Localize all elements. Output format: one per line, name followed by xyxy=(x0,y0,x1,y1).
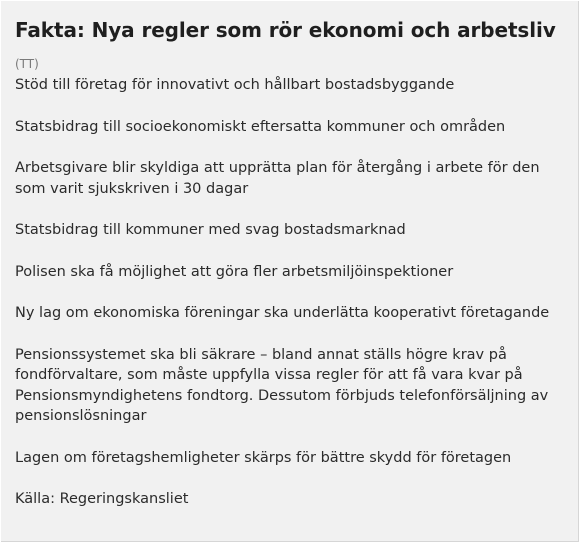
fact-item: Ny lag om ekonomiska föreningar ska underlätta kooperativt företagande xyxy=(15,305,550,321)
fact-item: Polisen ska få möjlighet att göra fler arbetsmiljöinspektioner xyxy=(15,263,454,280)
fact-item: Statsbidrag till socioekonomiskt eftersatta kommuner och områden xyxy=(15,118,506,135)
fact-item: Arbetsgivare blir skyldiga att upprätta plan för återgång i arbete för den som varit sjukskriven i 30 dagar xyxy=(15,160,540,197)
fact-item: Stöd till företag för innovativt och hållbart bostadsbyggande xyxy=(15,77,455,93)
source-credit: Källa: Regeringskansliet xyxy=(15,491,189,507)
fact-box-title: Fakta: Nya regler som rör ekonomi och arbetsliv xyxy=(15,18,556,42)
fact-item: Lagen om företagshemligheter skärps för bättre skydd för företagen xyxy=(15,449,512,466)
fact-list xyxy=(15,75,571,531)
fact-box xyxy=(1,1,579,542)
fact-item: Pensionssystemet ska bli säkrare – bland annat ställs högre krav på fondförvaltare, som måste uppfylla vissa regler för att få vara kvar på Pensionsmyndighetens fondtorg. Dessutom förbjuds telefonförsäljning av pensionslösningar xyxy=(15,346,549,424)
source-label: (TT) xyxy=(15,57,39,71)
fact-item: Statsbidrag till kommuner med svag bostadsmarknad xyxy=(15,222,406,238)
